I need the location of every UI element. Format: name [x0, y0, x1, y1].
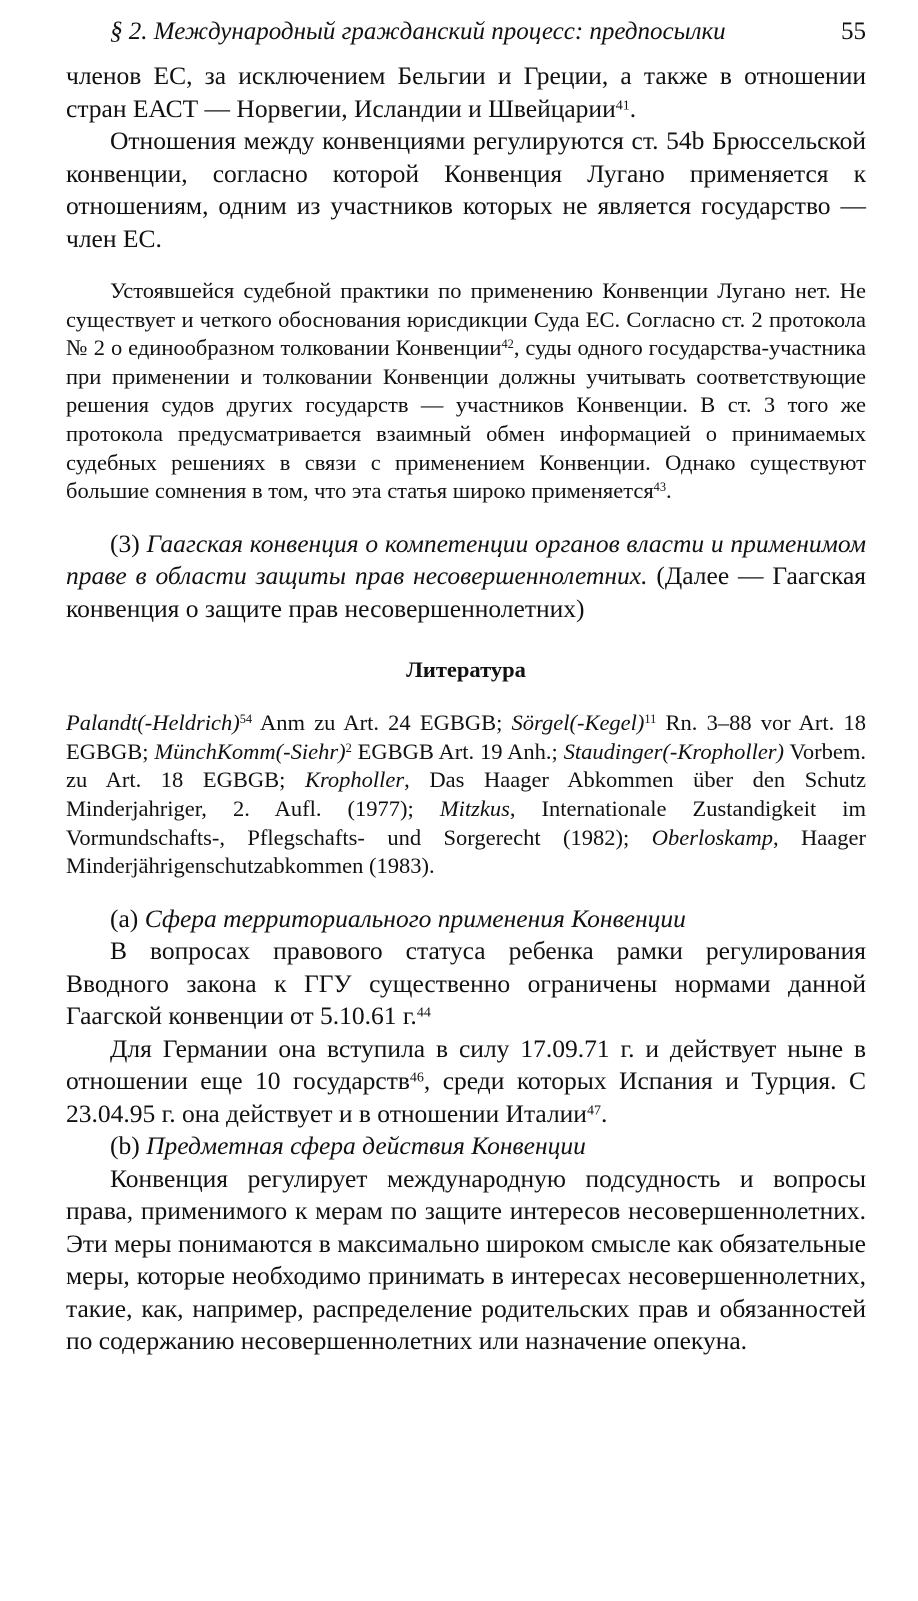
paragraph-legal-status: В вопросах правового статуса ребенка рамки регулирования Вводного закона к ГГУ существенно ограничены нормами данной Гаагской конвенции от 5.10.61 г.$^{44}$ [66, 936, 866, 1031]
paragraph-case-practice: Устоявшейся судебной практики по применению Конвенции Лугано нет. Не существует и четкого обоснования юрисдикции Суда ЕС. Согласно ст. 2 протокола № 2 о единообразном толковании Конвенции$^{42}$, суды одного государства-участника при применении и толковании Конвенции должны учитывать соответствующие решения судов других государств — участников Конвенции. В ст. 3 того же протокола предусматривается взаимный обмен информацией о принимаемых судебных решениях в связи с применением Конвенции. Однако существуют большие сомнения в том, что эта статья широко применяется$^{43}$. [66, 278, 866, 504]
literature-references: Palandt(-Heldrich)$^{54}$ Anm zu Art. 24 EGBGB; Sörgel(-Kegel)$^{11}$ Rn. 3–88 vor Art. 18 EGBGB; MünchKomm(-Siehr)$^2$ EGBGB Art. 19 Anh.; Staudinger(-Kropholler) Vorbem. zu Art. 18 EGBGB; Kropholler, Das Haager Abkommen über den Schutz Minderjahriger, 2. Aufl. (1977); Mitzkus, Internationale Zustandigkeit im Vormundschafts-, Pflegschafts- und Sorgerecht (1982); Oberloskamp, Haager Minderjährigenschutzabkommen (1983). [66, 710, 867, 879]
running-header-title: § 2. Международный гражданский процесс: предпосылки [110, 18, 726, 45]
page-number: 55 [841, 18, 866, 45]
section-3-title: Гаагская конвенция о компетенции органов власти и применимом праве в области защиты прав несовершеннолетних. [66, 528, 866, 591]
running-header [66, 18, 866, 46]
footnote-ref: 43 [653, 480, 667, 495]
literature-heading: Литература [406, 657, 526, 683]
subsection-b-heading: (b) Предметная сфера действия Конвенции [110, 1131, 586, 1161]
section-3-heading: (3) Гаагская конвенция о компетенции органов власти и применимом праве в области защиты прав несовершеннолетних. (Далее — Гаагская конвенция о защите прав несовершеннолетних) [66, 528, 866, 623]
footnote-ref: 44 [416, 1005, 431, 1021]
paragraph-convention-scope: Конвенция регулирует международную подсудность и вопросы права, применимого к мерам по защите интересов несовершеннолетних. Эти меры понимаются в максимально широком смысле как обязательные меры, которые необходимо принимать в интересах несовершеннолетних, такие, как, например, распределение родительских прав и обязанностей по содержанию несовершеннолетних или назначение опекуна. [66, 1163, 866, 1356]
paragraph-conventions-relation: Отношения между конвенциями регулируются ст. 54b Брюссельской конвенции, согласно которой Конвенция Лугано применяется к отношениям, одним из участников которых не является государство — член ЕС. [66, 126, 866, 253]
paragraph-germany-entry: Для Германии она вступила в силу 17.09.71 г. и действует ныне в отношении еще 10 государств$^{46}$, среди которых Испания и Турция. С 23.04.95 г. она действует и в отношении Италии$^{47}$. [66, 1033, 866, 1128]
paragraph-continuation: членов ЕС, за исключением Бельгии и Греции, а также в отношении стран ЕАСТ — Норвегии, Исландии и Швейцарии$^{41}$. [66, 61, 866, 123]
subsection-a-title: Сфера территориального применения Конвенции [144, 903, 686, 933]
footnote-ref: 41 [615, 97, 630, 113]
footnote-ref: 47 [586, 1103, 601, 1119]
subsection-a-heading: (a) Сфера территориального применения Конвенции [110, 903, 686, 933]
subsection-b-title: Предметная сфера действия Конвенции [146, 1131, 586, 1161]
footnote-ref: 42 [501, 337, 514, 352]
footnote-ref: 46 [409, 1070, 424, 1086]
